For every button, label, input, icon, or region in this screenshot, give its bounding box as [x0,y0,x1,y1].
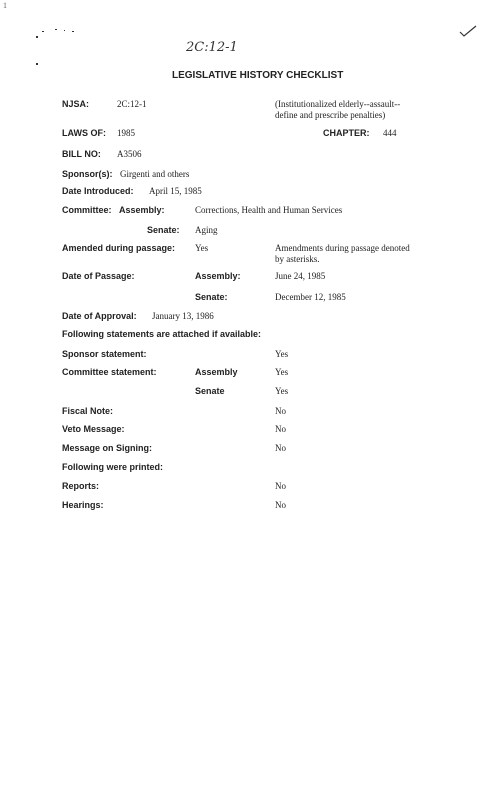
scan-speck [72,31,74,32]
date-introduced-label: Date Introduced: [62,186,134,196]
committee-statement-senate-label: Senate [195,386,225,396]
sponsor-statement-value: Yes [275,349,289,359]
message-on-signing-label: Message on Signing: [62,443,153,453]
chapter-value: 444 [383,128,397,138]
committee-senate-label: Senate: [147,225,180,235]
checkmark-icon [459,25,477,37]
committee-statement-assembly-label: Assembly [195,367,238,377]
committee-statement-label: Committee statement: [62,367,157,377]
following-printed-heading: Following were printed: [62,462,163,472]
passage-senate-label: Senate: [195,292,228,302]
scan-speck [64,30,65,31]
scan-speck [36,36,38,38]
committee-statement-assembly-value: Yes [275,367,289,377]
scan-speck [42,31,44,32]
laws-of-value: 1985 [117,128,135,138]
following-attached-heading: Following statements are attached if available: [62,329,262,339]
sponsor-statement-label: Sponsor statement: [62,349,147,359]
passage-senate-value: December 12, 1985 [275,292,346,302]
committee-statement-senate-value: Yes [275,386,289,396]
scan-speck [55,29,57,30]
amended-note-line1: Amendments during passage denoted [275,243,410,253]
corner-mark: 1 [3,1,7,10]
chapter-label: CHAPTER: [323,128,370,138]
njsa-value: 2C:12-1 [117,99,147,109]
committee-senate-value: Aging [195,225,218,235]
amended-note-line2: by asterisks. [275,254,320,264]
sponsors-value: Girgenti and others [120,169,190,179]
bill-no-value: A3506 [117,149,142,159]
scan-speck [36,63,38,65]
bill-no-label: BILL NO: [62,149,101,159]
reports-value: No [275,481,286,491]
sponsors-label: Sponsor(s): [62,169,113,179]
njsa-description-line2: define and prescribe penalties) [275,110,386,120]
veto-message-label: Veto Message: [62,424,125,434]
laws-of-label: LAWS OF: [62,128,106,138]
hearings-value: No [275,500,286,510]
passage-assembly-value: June 24, 1985 [275,271,326,281]
passage-assembly-label: Assembly: [195,271,241,281]
message-on-signing-value: No [275,443,286,453]
date-introduced-value: April 15, 1985 [149,186,202,196]
date-of-approval-label: Date of Approval: [62,311,137,321]
amended-value: Yes [195,243,209,253]
hearings-label: Hearings: [62,500,104,510]
amended-label: Amended during passage: [62,243,176,253]
njsa-label: NJSA: [62,99,90,109]
date-of-passage-label: Date of Passage: [62,271,135,281]
fiscal-note-value: No [275,406,286,416]
committee-assembly-value: Corrections, Health and Human Services [195,205,343,215]
njsa-description-line1: (Institutionalized elderly--assault-- [275,99,401,109]
committee-assembly-label: Assembly: [119,205,165,215]
veto-message-value: No [275,424,286,434]
fiscal-note-label: Fiscal Note: [62,406,114,416]
committee-label: Committee: [62,205,112,215]
handwritten-code: 2C:12-1 [186,40,238,55]
date-of-approval-value: January 13, 1986 [152,311,214,321]
page-title: LEGISLATIVE HISTORY CHECKLIST [172,70,344,81]
reports-label: Reports: [62,481,100,491]
